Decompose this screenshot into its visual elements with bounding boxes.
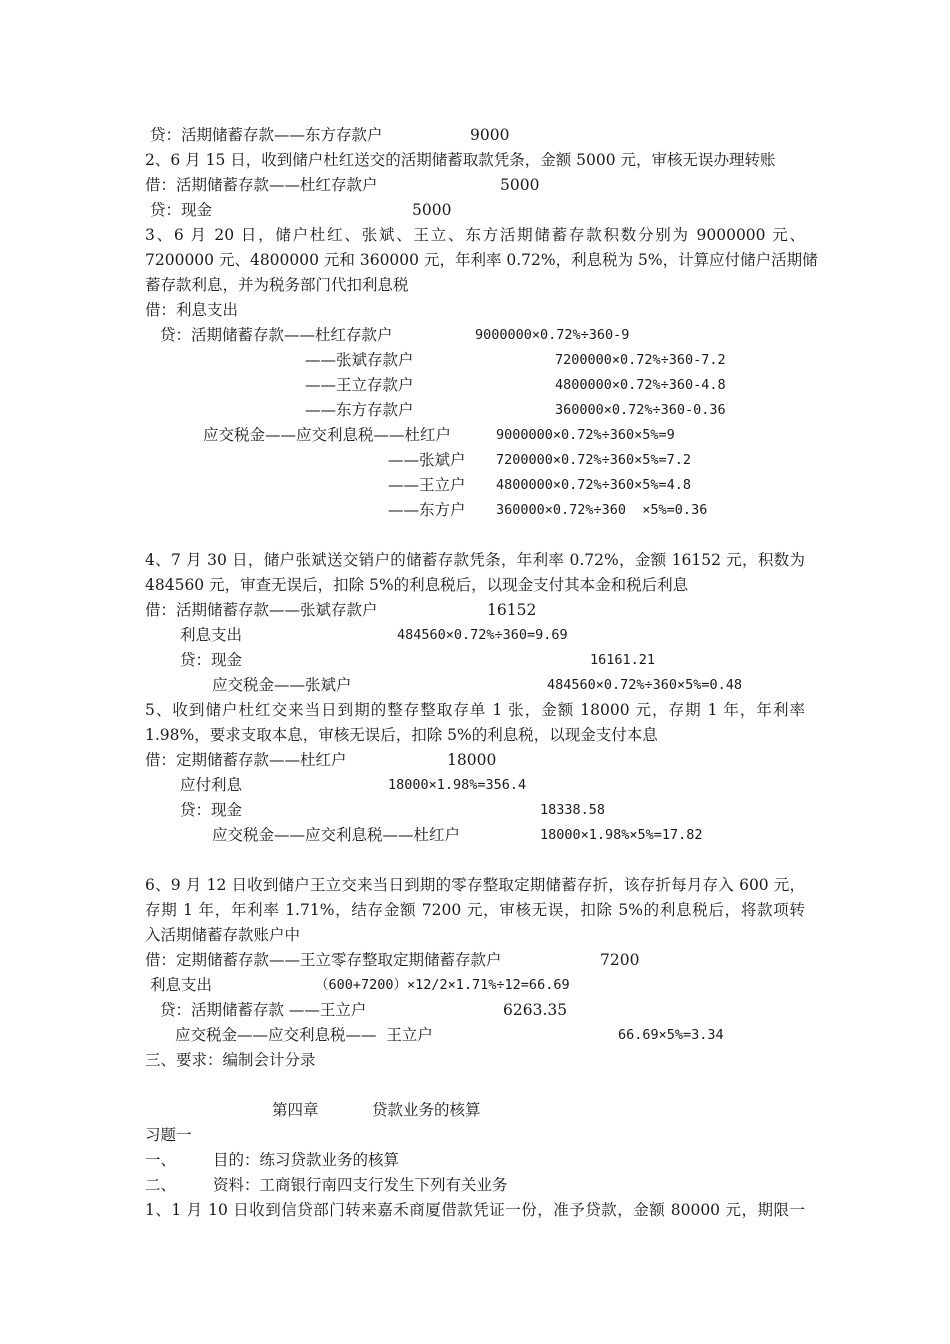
- line-tax-zhangbin: ——张斌户 7200000×0.72%÷360×5%=7.2: [388, 451, 692, 469]
- line-credit-cash: 贷：现金 5000: [150, 201, 452, 219]
- line-tax-wangli-2: 应交税金——应交利息税—— 王立户 66.69×5%=3.34: [175, 1026, 724, 1044]
- line-item-4a: 4、7 月 30 日，储户张斌送交销户的储蓄存款凭条，年利率 0.72%，金额 16152 元，积数为: [145, 551, 805, 569]
- line-tax-duhong: 应交税金——应交利息税——杜红户 9000000×0.72%÷360×5%=9: [203, 426, 675, 444]
- line-item-5b: 1.98%，要求支取本息，审核无误后，扣除 5%的利息税，以现金支付本息: [145, 726, 658, 744]
- line-tax-wangli: ——王立户 4800000×0.72%÷360×5%=4.8: [388, 476, 692, 494]
- line-debit-wangli: 借：定期储蓄存款——王立零存整取定期储蓄存款户 7200: [145, 951, 640, 969]
- line-item-4b: 484560 元，审查无误后，扣除 5%的利息税后，以现金支付其本金和税后利息: [145, 576, 689, 594]
- line-item-6a: 6、9 月 12 日收到储户王立交来当日到期的零存整取定期储蓄存折，该存折每月存入 600 元，: [145, 876, 805, 894]
- line-requirement: 三、要求：编制会计分录: [145, 1051, 316, 1069]
- line-item-6b: 存期 1 年，年利率 1.71%，结存金额 7200 元，审核无误，扣除 5%的利息税后，将款项转: [145, 901, 805, 919]
- line-interest-expense-2: 利息支出 （600+7200）×12/2×1.71%÷12=66.69: [150, 976, 570, 994]
- line-item-6c: 入活期储蓄存款账户中: [145, 926, 301, 944]
- line-item-2: 2、6 月 15 日，收到储户杜红送交的活期储蓄取款凭条，金额 5000 元，审核无误办理转账: [145, 151, 776, 169]
- line-interest-expense: 利息支出 484560×0.72%÷360=9.69: [180, 626, 568, 644]
- line-credit-wangli: ——王立存款户 4800000×0.72%÷360-4.8: [305, 376, 726, 394]
- line-debit-zhangbin: 借：活期储蓄存款——张斌存款户 16152: [145, 601, 537, 619]
- line-item-3a: 3、6 月 20 日，储户杜红、张斌、王立、东方活期储蓄存款积数分别为 9000000 元、: [145, 226, 805, 244]
- line-credit-zhangbin: ——张斌存款户 7200000×0.72%÷360-7.2: [305, 351, 726, 369]
- chapter-heading: 第四章 贷款业务的核算: [272, 1101, 481, 1119]
- line-interest-payable: 应付利息 18000×1.98%=356.4: [180, 776, 527, 794]
- line-debit-duhong: 借：活期储蓄存款——杜红存款户 5000: [145, 176, 540, 194]
- line-loan-item-1: 1、1 月 10 日收到信贷部门转来嘉禾商厦借款凭证一份，准予贷款，金额 80000 元，期限一: [145, 1201, 805, 1219]
- line-credit-cash-2: 贷：现金 16161.21: [180, 651, 656, 669]
- line-tax-duhong-2: 应交税金——应交利息税——杜红户 18000×1.98%×5%=17.82: [212, 826, 703, 844]
- line-item-3b: 7200000 元、4800000 元和 360000 元，年利率 0.72%，利息税为 5%，计算应付储户活期储: [145, 251, 818, 269]
- line-debit-time-deposit: 借：定期储蓄存款——杜红户 18000: [145, 751, 497, 769]
- exercise-title: 习题一: [145, 1126, 192, 1144]
- line-credit-dongfang-2: ——东方存款户 360000×0.72%÷360-0.36: [305, 401, 726, 419]
- line-tax-zhangbin-2: 应交税金——张斌户 484560×0.72%÷360×5%=0.48: [212, 676, 743, 694]
- line-credit-cash-3: 贷：现金 18338.58: [180, 801, 606, 819]
- line-item-5a: 5、收到储户杜红交来当日到期的整存整取存单 1 张，金额 18000 元，存期 1 年，年利率: [145, 701, 805, 719]
- line-credit-dongfang: 贷：活期储蓄存款——东方存款户 9000: [150, 126, 510, 144]
- line-debit-interest: 借：利息支出: [145, 301, 239, 319]
- line-credit-duhong: 贷：活期储蓄存款——杜红存款户 9000000×0.72%÷360-9: [160, 326, 630, 344]
- line-item-3c: 蓄存款利息，并为税务部门代扣利息税: [145, 276, 409, 294]
- line-purpose: 一、 目的：练习贷款业务的核算: [145, 1151, 400, 1169]
- line-credit-wangli: 贷：活期储蓄存款 ——王立户 6263.35: [160, 1001, 568, 1019]
- line-tax-dongfang: ——东方户 360000×0.72%÷360 ×5%=0.36: [388, 501, 708, 519]
- line-material: 二、 资料：工商银行南四支行发生下列有关业务: [145, 1176, 508, 1194]
